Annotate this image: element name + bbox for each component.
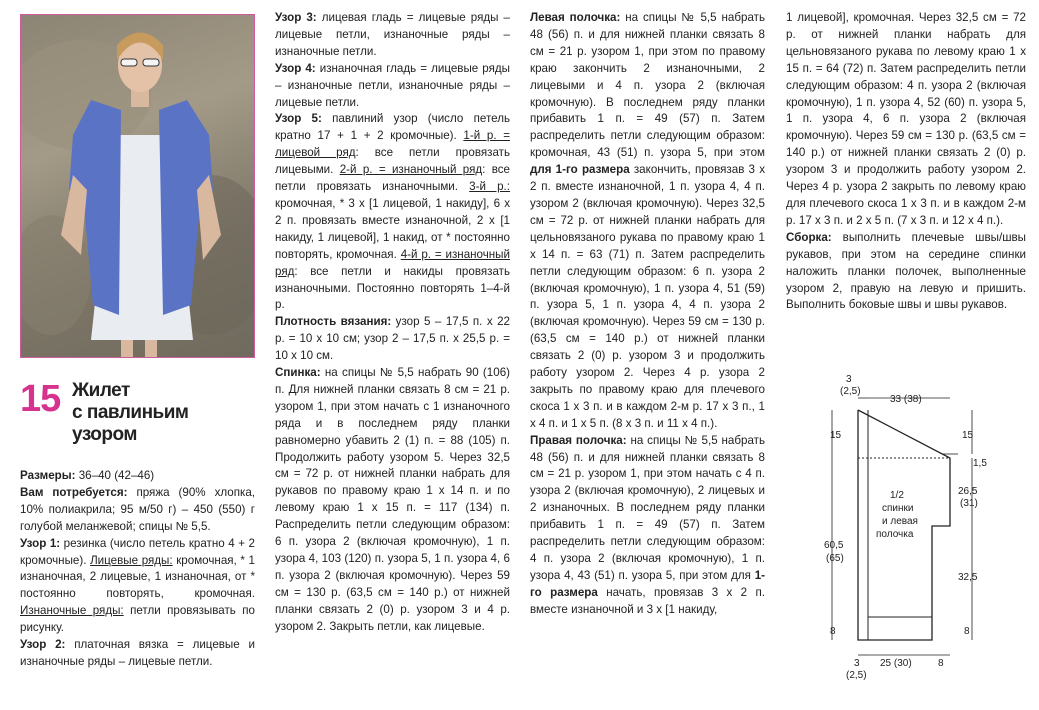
piece-label: 1/2 [890, 490, 904, 501]
row4-label: 4-й р. = изнаночный ряд [275, 247, 510, 278]
pattern4-paragraph [275, 61, 510, 112]
sizes-value: 36–40 (42–46) [75, 469, 155, 482]
row1-label: 1-й р. = лицевой ряд [275, 129, 510, 160]
pattern-title-block [20, 376, 260, 456]
materials-label: Вам потребуется: [20, 485, 128, 499]
pattern5-text: : все петли и накиды провязать изнаночными. Постоянно повторять 1–4-й р. [275, 264, 510, 312]
dim-label: 32,5 [958, 572, 978, 583]
text-column-4 [786, 10, 1026, 314]
piece-label: спинки [882, 503, 914, 514]
pattern-number: 15 [20, 378, 61, 420]
right-front-continued: 1 лицевой], кромочная. Через 32,5 см = 72 р. от нижней планки набрать для цельновязаного рукава по левому краю 1 х 15 п. = 64 (72) п. Затем распределить петли следующим образом: 4 п. узора 2 (включая кромочную), 1 п. узора 4, 52 (60) п. узора 5, 1 п. узора 4, 6 п. узора 2 (включая кромочную). Через 59 см = 130 р. (63,5 см = 140 р.) от нижней планки связать 2 (0) р. узором 3 и продолжить работу узором 2. Через 4 р. узора 2 закрыть по левому краю для плечевого скоса 1 х 3 п. и в каждом 2-м р. 17 х 3 п. и 2 х 5 п. (7 х 3 п. и 12 х 4 п.). [786, 11, 1026, 227]
dim-label: 8 [964, 626, 970, 637]
pattern5-label: Узор 5: [275, 112, 322, 126]
piece-label: полочка [876, 529, 914, 540]
pattern5-text: : все петли провязать лицевыми. [275, 146, 510, 177]
pattern4-text: изнаночная гладь = лицевые ряды – изнаночные петли, изнаночные ряды – лицевые петли. [275, 61, 510, 109]
dim-label: 1,5 [973, 458, 987, 469]
pattern1-ws-label: Изнаночные ряды: [20, 604, 124, 618]
gauge-text: узор 5 – 17,5 п. х 22 р. = 10 х 10 см; узор 2 – 17,5 п. х 25,5 р. = 10 х 10 см. [275, 315, 510, 363]
size-note: для 1-го размера [530, 163, 630, 177]
pattern1-rs-label: Лицевые ряды: [90, 553, 173, 567]
pattern1-label: Узор 1: [20, 536, 61, 550]
pattern3-label: Узор 3: [275, 11, 317, 24]
dim-label: 15 [830, 430, 842, 441]
row2-label: 2-й р. = изнаночный ряд [339, 163, 483, 177]
text-column-2 [275, 10, 510, 636]
dim-label: 33 (38) [890, 394, 922, 405]
row3-label: 3-й р.: [469, 180, 510, 194]
right-front-paragraph [530, 433, 765, 619]
dim-label: (2,5) [840, 386, 861, 397]
right-front-text: начать, провязав 3 х 2 п. вместе изнаночной и 3 х [1 накиду, [530, 585, 765, 616]
title-line: узором [72, 424, 137, 445]
pattern5-text: кромочная, * 3 х [1 лицевой, 1 накиду], 6 х 2 п. провязать вместе изнаночной, 2 х [1 накиду, 1 лицевой], 1 накид, от * постоянно повторять, кромочная. [275, 196, 510, 261]
title-line: Жилет [72, 380, 130, 401]
pattern3-text: лицевая гладь = лицевые ряды – лицевые петли, изнаночные ряды – изнаночные петли. [275, 11, 510, 58]
pattern5-text: : все петли провязать изнаночными. [275, 163, 510, 194]
pattern1-text: резинка (число петель кратно 4 + 2 кромочные). [20, 536, 255, 567]
pattern1-text: кромочная, * 1 изнаночная, 2 лицевые, 1 изнаночная, от * постоянно повторять, кромочная. [20, 553, 255, 601]
dim-label: 26,5 [958, 486, 978, 497]
pattern1-paragraph [20, 536, 255, 637]
title-line: с павлиньим [72, 402, 189, 423]
pattern4-label: Узор 4: [275, 61, 316, 75]
text-column-3 [530, 10, 765, 619]
dim-label: 3 [854, 658, 860, 669]
materials-paragraph [20, 485, 255, 536]
left-front-paragraph [530, 10, 765, 433]
right-front-label: Правая полочка: [530, 433, 627, 447]
pattern5-text: павлиний узор (число петель кратно 17 + 1 + 2 кромочные). [275, 112, 510, 143]
sizes-label: Размеры: [20, 469, 76, 482]
back-text: на спицы № 5,5 набрать 90 (106) п. Для нижней планки связать 8 см = 21 р. узором 1, при этом начать с 1 изнаночного ряда и в последнем ряду планки равномерно убавить 2 (1) п. = 88 (105) п. Продолжить работу узором 5. Через 32,5 см = 72 р. от нижней планки набрать для рукавов по правому краю 1 х 14 п. и по левому краю 1 х 15 п. = 117 (134) п. Распределить петли следующим образом: 6 п. узора 2 (включая кромочную), 1 п. узора 4, 103 (120) п. узора 5, 1 п. узора 4, 6 п. узора 2 (включая кромочную). Через 59 см = 130 р. (63,5 см = 140 р.) от нижней планки связать 2 (0) р. узором 3 и 4 р. узором 2. Закрыть петли, как лицевые. [275, 366, 510, 633]
back-paragraph [275, 365, 510, 636]
pattern2-text: платочная вязка = лицевые и изнаночные ряды – лицевые петли. [20, 638, 255, 668]
piece-label: и левая [882, 516, 918, 527]
pattern-title [72, 380, 188, 446]
dim-label: (65) [826, 553, 844, 564]
dim-label: 8 [938, 658, 944, 669]
dim-label: 15 [962, 430, 974, 441]
left-front-text: на спицы № 5,5 набрать 48 (56) п. и для нижней планки связать 8 см = 21 р. узором 1, при этом по правому краю закончить 2 изнаночными, 2 лицевыми и 4 п. узора 2 (включая кромочную). В последнем ряду планки прибавить 1 п. = 49 (57) п. Затем распределить петли следующим образом: кромочная, 43 (51) п. узора 5, при этом [530, 11, 765, 160]
dim-label: 3 [846, 374, 852, 385]
dim-label: 60,5 [824, 540, 844, 551]
dim-label: 8 [830, 626, 836, 637]
pattern2-paragraph [20, 637, 255, 671]
dim-label: 25 (30) [880, 658, 912, 669]
assembly-paragraph [786, 230, 1026, 315]
pattern5-paragraph [275, 111, 510, 314]
materials-value: пряжа (90% хлопка, 10% полиакрила; 95 м/50 г) – 450 (550) г голубой меланжевой; спицы № 5,5. [20, 485, 255, 533]
assembly-text: выполнить плечевые швы/швы рукавов, при этом на середине спинки наложить планки полочек, выполненные узором 2, правую на левую и пришить. Выполнить боковые швы и швы рукавов. [786, 230, 1026, 312]
model-illustration [21, 15, 254, 357]
dim-label: (2,5) [846, 670, 867, 681]
dim-label: (31) [960, 498, 978, 509]
assembly-label: Сборка: [786, 230, 832, 244]
left-front-label: Левая полочка: [530, 11, 621, 24]
back-label: Спинка: [275, 366, 321, 380]
right-front-text: на спицы № 5,5 набрать 48 (56) п. и для нижней планки связать 8 см = 21 р. узором 1, при этом начать с 4 п. узора 2 (включая кромочную), 2 лицевых и 2 изнаночных. В последнем ряду планки прибавить 1 п. = 49 (57) п. Затем распределить петли следующим образом: 4 п. узора 2 (включая кромочную), 1 п. узора 4, 43 (51) п. узора 5, при этом для [530, 433, 765, 582]
pattern2-label: Узор 2: [20, 638, 66, 652]
left-front-text: закончить, провязав 3 х 2 п. вместе изнаночной, 1 п. узора 4, 4 п. узором 2 (включая кромочную). Через 32,5 см = 72 р. от нижней планки набрать для цельновязаного рукава по правому краю 1 х 14 п. = 63 (71) п. Затем распределить петли следующим образом: 6 п. узора 2 (включая кромочную), 1 п. узора 4, 51 (59) п. узора 5, 1 п. узора 4, 4 п. узора 2 (включая кромочную). Через 59 см = 130 р. (63,5 см = 140 р.) от нижней планки связать 2 (0) р. узором 3 и продолжить работу узором 2. Через 4 р. узора 2 закрыть по правому краю для плечевого скоса 1 х 3 п. и в каждом 2-м р. 17 х 3 п., 1 х 4 п. и 1 х 5 п. (8 х 3 п. и 11 х 4 п.). [530, 163, 765, 430]
pattern3-paragraph [275, 10, 510, 61]
sizes-paragraph [20, 468, 255, 485]
pattern-schematic [810, 372, 990, 682]
model-photo [20, 14, 255, 358]
gauge-label: Плотность вязания: [275, 315, 392, 329]
gauge-paragraph [275, 314, 510, 365]
pattern1-text: петли провязывать по рисунку. [20, 604, 255, 635]
text-column-1 [20, 468, 255, 671]
size-note: 1-го размера [530, 568, 765, 599]
